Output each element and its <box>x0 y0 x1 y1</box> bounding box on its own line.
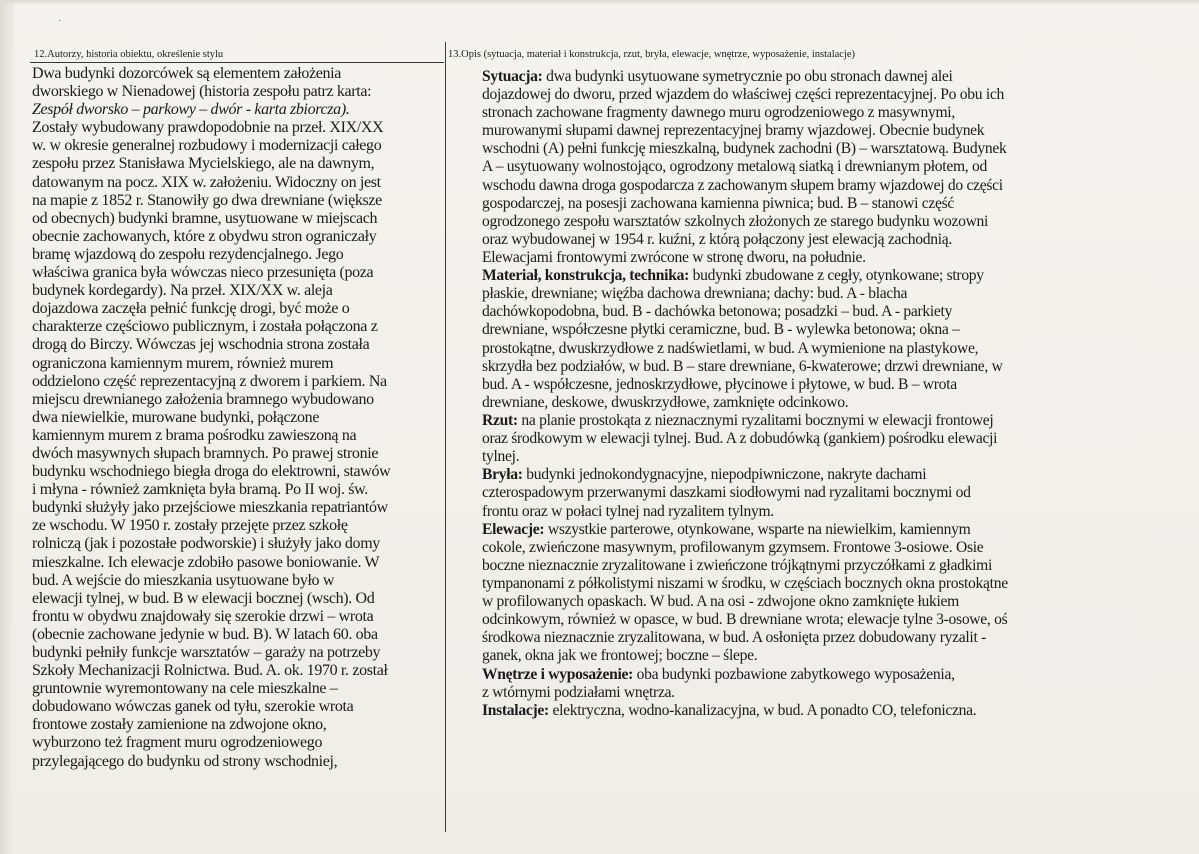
elewacje-line: Elewacje: wszystkie parterowe, otynkowane, wsparte na niewielkim, kamiennym <box>482 520 971 538</box>
material-line: drewniane, współczesne płytki ceramiczne, bud. B - wylewka betonowa; okna – <box>482 321 960 339</box>
history-line: oddzielono część reprezentacyjną z dworem i parkiem. Na <box>32 372 387 390</box>
wnetrze-line: z wtórnymi podziałami wnętrza. <box>482 683 675 701</box>
history-line: Dwa budynki dozorcówek są elementem założenia <box>32 65 342 82</box>
history-line: dwóch masywnych słupach bramnych. Po prawej stronie <box>32 444 379 462</box>
scan-edge <box>0 0 14 854</box>
elewacje-label: Elewacje: <box>482 520 545 538</box>
history-line: budynku wschodniego biegła droga do elektrowni, stawów <box>32 463 391 481</box>
history-line: budynki pełniły funkcje warsztatów – garaży na potrzeby <box>32 644 381 661</box>
history-line: obecnie zachowanych, które z obydwu stron ograniczały <box>32 227 377 245</box>
history-line: charakterze częściowo publicznym, i została połączona z <box>32 318 378 336</box>
instalacje-label: Instalacje: <box>482 701 549 719</box>
history-line: od obecnych) budynki bramne, usytuowane w miejscach <box>32 209 378 227</box>
material-line: prostokątne, dwuskrzydłowe z nadświetlami, w bud. A wymienione na plastykowe, <box>482 339 979 357</box>
material-line: bud. A - współczesne, jednoskrzydłowe, płycinowe i płytowe, w bud. B – wrota <box>482 375 957 393</box>
elewacje-line: cokole, zwieńczone masywnym, profilowanym gzymsem. Frontowe 3-osiowe. Osie <box>482 538 984 556</box>
history-line: mieszkalne. Ich elewacje zdobiło pasowe boniowanie. W <box>32 553 380 571</box>
material-line: drewniane, deskowe, dwuskrzydłowe, zamknięte odcinkowo. <box>482 393 849 411</box>
history-line: Zostały wybudowany prawdopodobnie na przeł. XIX/XX <box>32 119 384 137</box>
material-line: Materiał, konstrukcja, technika: budynki zbudowane z cegły, otynkowane; stropy <box>482 267 984 285</box>
history-line: i młyna - również zamknięta była bramą. Po II woj. św. <box>32 481 368 499</box>
scan-shadow <box>0 0 1199 6</box>
sytuacja-label: Sytuacja: <box>482 68 543 85</box>
rzut-label: Rzut: <box>482 412 518 429</box>
history-line: Szkoły Mechanizacji Rolnictwa. Bud. A. ok. 1970 r. został <box>32 662 388 680</box>
elewacje-line: ganek, okna jak we frontowej; boczne – ślepe. <box>482 647 758 665</box>
material-line: dachówkopodobna, bud. B - dachówka betonowa; posadzki – bud. A - parkiety <box>482 303 953 321</box>
history-column <box>32 48 444 771</box>
history-line: frontu w obydwu znajdowały się szerokie drzwi – wrota <box>32 607 374 625</box>
description-column <box>446 48 1066 719</box>
bryla-line: frontu oraz w połaci tylnej nad ryzalitem tylnym. <box>482 502 774 520</box>
history-line: dworskiego w Nienadowej (historia zespołu patrz karta: <box>32 83 372 101</box>
scan-dot: · <box>58 16 62 27</box>
history-line: dwa niewielkie, murowane budynki, połączone <box>32 408 320 426</box>
history-caption: 12.Autorzy, historia obiektu, określenie stylu <box>34 49 224 60</box>
description-text <box>482 68 1065 720</box>
wnetrze-line: Wnętrze i wyposażenie: oba budynki pozbawione zabytkowego wyposażenia, <box>482 665 955 683</box>
sytuacja-line: wschodni (A) pełni funkcję mieszkalną, budynek zachodni (B) – warsztatową. Budynek <box>482 140 1007 158</box>
bryla-label: Bryła: <box>482 466 523 484</box>
elewacje-line: boczne nieznacznie zryzalitowane i zwieńczone trójkątnymi przyczółkami z gładkimi <box>482 556 992 574</box>
history-line: właściwa granica była wówczas nieco przesunięta (poza <box>32 264 374 282</box>
elewacje-line: tympanonami z półkolistymi niszami w środku, w częściach bocznych okna prostokątne <box>482 575 1008 593</box>
bryla-line: czterospadowym przerwanymi daszkami siodłowymi nad ryzalitami bocznymi od <box>482 484 971 502</box>
wnetrze-label: Wnętrze i wyposażenie: <box>482 665 634 683</box>
history-line: frontowe zostały zamienione na zdwojone okno, <box>32 716 327 734</box>
description-caption: 13.Opis (sytuacja, materiał i konstrukcja, rzut, bryła, elewacje, wnętrze, wyposażenie, instalacje) <box>448 49 856 60</box>
history-line: drogą do Birczy. Wówczas jej wschodnia strona została <box>32 336 370 354</box>
sytuacja-line: gospodarczej, na posesji zachowana kamienna piwnica; bud. B – stanowi część <box>482 194 955 212</box>
elewacje-line: w profilowanych opaskach. W bud. A na osi - zdwojone okno zamknięte łukiem <box>482 593 959 611</box>
instalacje-line: Instalacje: elektryczna, wodno-kanalizacyjna, w bud. A ponadto CO, telefoniczna. <box>482 701 977 719</box>
sytuacja-line: ogrodzonego zespołu warsztatów szkolnych złożonych ze starego budynku wozowni <box>482 212 989 230</box>
column-divider <box>445 42 446 832</box>
history-line: przylegającego do budynku od strony wschodniej, <box>32 752 338 770</box>
sytuacja-line: Elewacjami frontowymi zwrócone w stronę dworu, na południe. <box>482 248 866 266</box>
history-line: gruntownie wyremontowany na cele mieszkalne – <box>32 680 338 698</box>
history-line: wyburzono też fragment muru ogrodzeniowego <box>32 734 323 752</box>
history-text <box>32 65 444 771</box>
sytuacja-line: oraz wybudowanej w 1954 r. kuźni, z którą połączony jest elewacją zachodnią. <box>482 230 952 248</box>
history-line: bramę wjazdową do zespołu rezydencjalnego. Jego <box>32 245 344 263</box>
sytuacja-line: A – usytuowany wolnostojąco, ogrodzony metalową siatką i drewnianym płotem, od <box>482 158 987 176</box>
sytuacja-line: murowanymi słupami dawnej reprezentacyjnej bramy wjazdowej. Obecnie budynek <box>482 122 985 140</box>
history-line: ograniczona kamiennym murem, również murem <box>32 354 334 372</box>
history-line: miejscu drewnianego założenia bramnego wybudowano <box>32 390 374 408</box>
elewacje-line: środkowa nieznacznie zryzalitowana, w bud. A osłonięta przez dobudowany ryzalit - <box>482 629 986 647</box>
history-line: ze wschodu. W 1950 r. zostały przejęte przez szkołę <box>32 517 348 535</box>
history-line: dobudowano wówczas ganek od tyłu, szerokie wrota <box>32 698 354 716</box>
material-line: płaskie, drewniane; więźba dachowa drewniana; dachy: bud. A - blacha <box>482 285 908 303</box>
bryla-line: Bryła: budynki jednokondygnacyjne, niepodpiwniczone, nakryte dachami <box>482 466 927 484</box>
history-line: datowanym na pocz. XIX w. założeniu. Widoczny on jest <box>32 173 381 191</box>
history-line: na mapie z 1852 r. Stanowiły go dwa drewniane (większe <box>32 191 382 209</box>
sytuacja-line: wschodu dawna droga gospodarcza z zachowanym słupem bramy wjazdowej do części <box>482 176 1003 194</box>
history-line: (obecnie zachowane jedynie w bud. B). W latach 60. oba <box>32 625 378 643</box>
elewacje-line: odcinkowym, również w opasce, w bud. B drewniane wrota; elewacje tylne 3-osowe, oś <box>482 611 1008 629</box>
material-label: Materiał, konstrukcja, technika: <box>482 267 689 285</box>
sytuacja-line: dojazdowej do dworu, przed wjazdem do właściwej części reprezentacyjnej. Po obu ich <box>482 86 1004 104</box>
sytuacja-line: Sytuacja: dwa budynki usytuowane symetrycznie po obu stronach dawnej alei <box>482 68 953 85</box>
rzut-line: tylnej. <box>482 448 520 466</box>
history-line: zespołu przez Stanisława Mycielskiego, ale na dawnym, <box>32 155 375 173</box>
history-line: budynek kordegardy). Na przeł. XIX/XX w. aleja <box>32 282 333 300</box>
history-line: w. w okresie generalnej rozbudowy i modernizacji całego <box>32 137 382 155</box>
history-line: budynki służyły jako przejściowe mieszkania repatriantów <box>32 499 388 517</box>
history-line: rolniczą (jak i pozostałe podworskie) i służyły jako domy <box>32 535 380 553</box>
sytuacja-line: stronach zachowane fragmenty dawnego muru ogrodzeniowego z masywnymi, <box>482 104 955 122</box>
rzut-line: oraz środkowym w elewacji tylnej. Bud. A z dobudówką (gankiem) pośrodku elewacji <box>482 430 998 448</box>
history-line: kamiennym murem z brama pośrodku zawieszoną na <box>32 426 357 444</box>
rzut-line: Rzut: na planie prostokąta z nieznacznymi ryzalitami bocznymi w elewacji frontowej <box>482 412 994 429</box>
material-line: skrzydła bez podziałów, w bud. B – stare drewniane, 6-kwaterowe; drzwi drewniane, w <box>482 357 1003 375</box>
history-line: bud. A wejście do mieszkania usytuowane było w <box>32 571 335 589</box>
history-line: dojazdowa zaczęła pełnić funkcję drogi, być może o <box>32 300 350 318</box>
history-line: elewacji tylnej, w bud. B w elewacji bocznej (wsch). Od <box>32 589 375 607</box>
history-line: Zespół dworsko – parkowy – dwór - karta zbiorcza). <box>32 101 350 119</box>
